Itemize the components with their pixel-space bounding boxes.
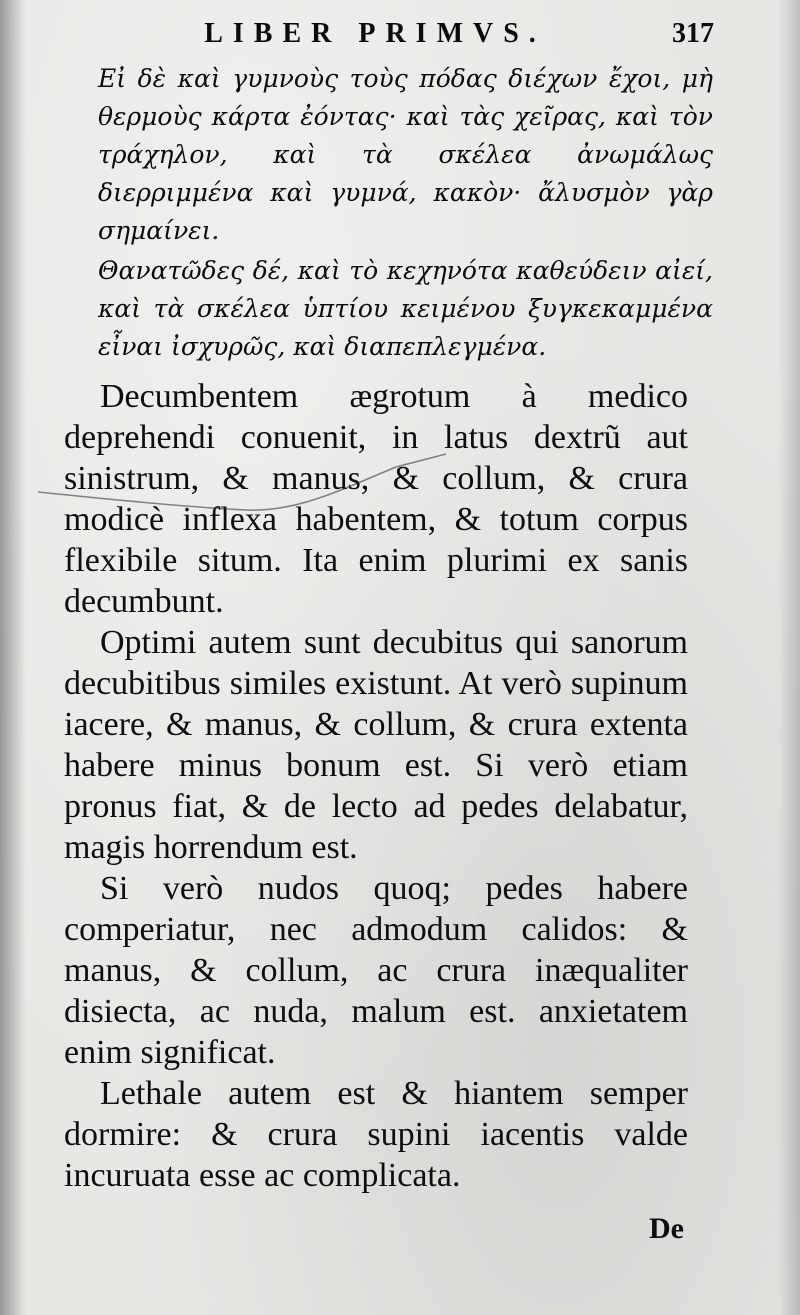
running-head: LIBER PRIMVS. [204,18,546,49]
latin-paragraph-4: Lethale autem est & hiantem semper dormire: & crura supini iacentis valde incuruata esse ac complicata. [64,1075,688,1194]
latin-paragraph-2: Optimi autem sunt decubitus qui sanorum decubitibus similes existunt. At verò supinum iacere, & manus, & collum, & crura extenta habere minus bonum est. Si verò etiam pronus fiat, & de lecto ad pedes delabatur, magis horrendum est. [64,624,688,866]
latin-text-block [64,376,688,1196]
edge-shadow [778,0,800,1315]
gutter-shadow [0,0,26,1315]
greek-paragraph-1: Εἰ δὲ καὶ γυμνοὺς τοὺς πόδας διέχων ἔχοι, μὴ θερμοὺς κάρτα ἐόντας· καὶ τὰς χεῖρας, καὶ τὸν τράχηλον, καὶ τὰ σκέλεα ἀνωμάλως διερριμμένα καὶ γυμνά, κακὸν· ἄλυσμὸν γὰρ σημαίνει. [98,64,713,245]
latin-paragraph-1: Decumbentem ægrotum à medico deprehendi conuenit, in latus dextrũ aut sinistrum, & manus, & collum, & crura modicè inflexa habentem, & totum corpus flexibile situm. Ita enim plurimi ex sanis decumbunt. [64,378,688,620]
catchword: De [649,1212,684,1245]
greek-text-block [98,60,713,366]
page-number: 317 [672,18,714,49]
greek-paragraph-2: Θανατῶδες δέ, καὶ τὸ κεχηνότα καθεύδειν αἰεί, καὶ τὰ σκέλεα ὑπτίου κειμένου ξυγκεκαμμένα εἶναι ἰσχυρῶς, καὶ διαπεπλεγμένα. [98,256,713,361]
latin-paragraph-3: Si verò nudos quoq; pedes habere comperiatur, nec admodum calidos: & manus, & collum, ac crura inæqualiter disiecta, ac nuda, malum est. anxietatem enim significat. [64,870,688,1071]
